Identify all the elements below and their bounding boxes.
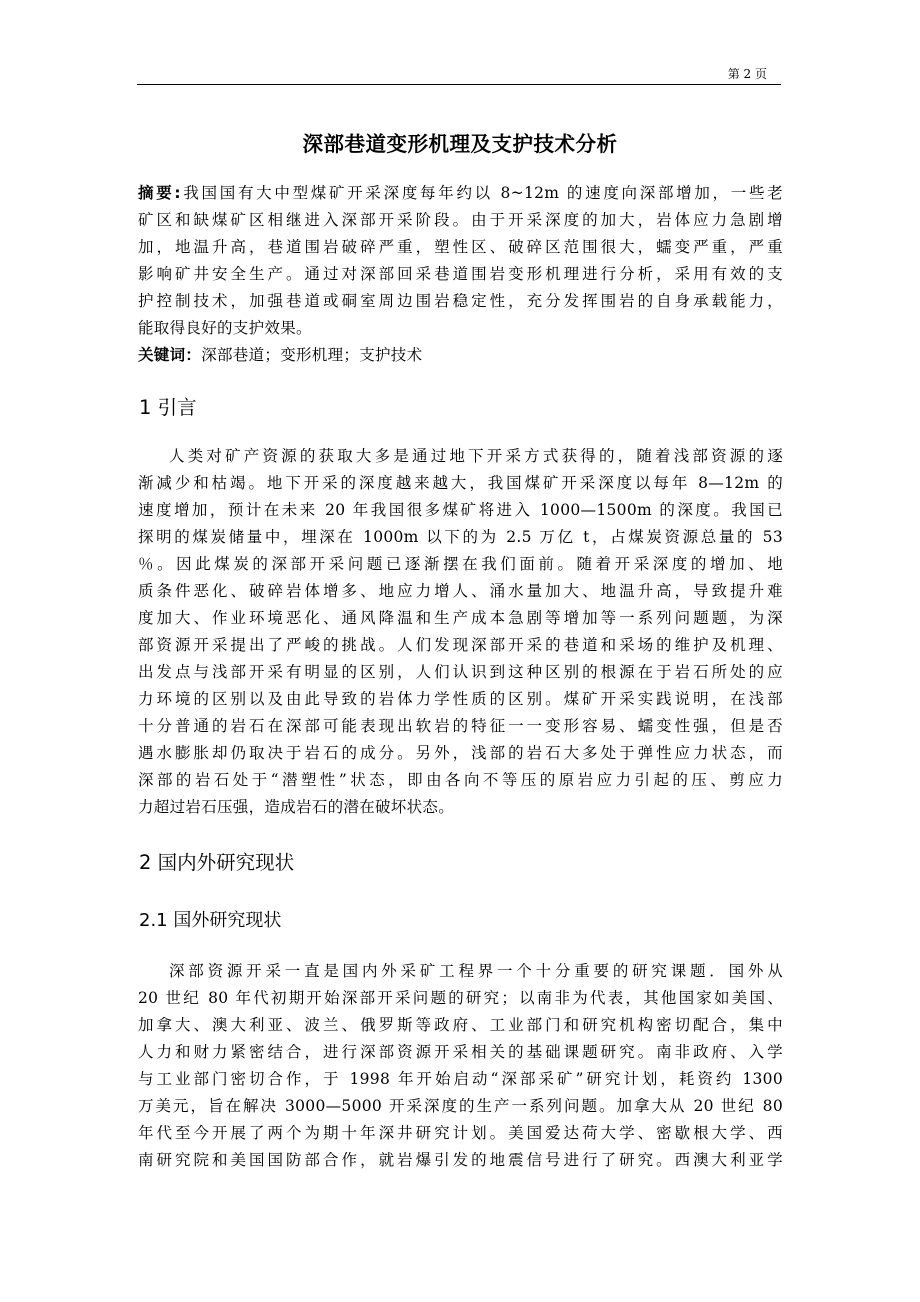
paragraph-line: 与工业部门密切合作，于 1998 年开始启动“深部采矿”研究计划，耗资约 1300 [138, 1070, 783, 1088]
keywords-text: 深部巷道；变形机理；支护技术 [201, 346, 423, 364]
paragraph-line: 探明的煤炭储量中，埋深在 1000m 以下的为 2.5 万亿 t，占煤炭资源总量的 53 [138, 528, 783, 546]
paragraph-line: 出发点与浅部开采有明显的区别，人们认识到这种区别的根源在于岩石所处的应 [138, 663, 783, 681]
paragraph-line: 人类对矿产资源的获取大多是通过地下开采方式获得的，随着浅部资源的逐 [169, 447, 783, 465]
abstract-line: 能取得良好的支护效果。 [138, 319, 312, 337]
paragraph-line: 质条件恶化、破碎岩体增多、地应力增人、涌水量加大、地温升高，导致提升难 [138, 582, 783, 600]
section-1-body [138, 443, 783, 821]
paragraph-line: 部资源开采提出了严峻的挑战。人们发现深部开采的巷道和采场的维护及机理、 [138, 636, 783, 654]
abstract [138, 180, 783, 369]
paragraph-line: 加拿大、澳大利亚、波兰、俄罗斯等政府、工业部门和研究机构密切配合，集中 [138, 1016, 783, 1034]
section-2-1-heading: 2.1 国外研究现状 [139, 910, 282, 931]
paragraph-line: 度加大、作业环境恶化、通风降温和生产成本急剧等增加等一系列问题题，为深 [138, 609, 783, 627]
paragraph-line: 万美元，旨在解决 3000—5000 开采深度的生产一系列问题。加拿大从 20 世纪 80 [138, 1097, 783, 1115]
document-title: 深部巷道变形机理及支护技术分析 [302, 132, 618, 156]
paragraph-line: 力环境的区别以及由此导致的岩体力学性质的区别。煤矿开采实践说明，在浅部 [138, 690, 783, 708]
paragraph-line: 深部资源开采一直是国内外采矿工程界一个十分重要的研究课题．国外从 [169, 962, 783, 980]
paragraph-line: 南研究院和美国国防部合作，就岩爆引发的地震信号进行了研究。西澳大利亚学 [138, 1151, 783, 1169]
paragraph-line: 速度增加，预计在未来 20 年我国很多煤矿将进入 1000—1500m 的深度。我国已 [138, 501, 783, 519]
paragraph-line: 十分普通的岩石在深部可能表现出软岩的特征一一变形容易、蠕变性强，但是否 [138, 717, 783, 735]
paragraph-line: 20 世纪 80 年代初期开始深部开采问题的研究；以南非为代表，其他国家如美国、 [138, 989, 783, 1007]
keywords-label: 关键词： [138, 346, 202, 364]
abstract-line: 矿区和缺煤矿区相继进入深部开采阶段。由于开采深度的加大，岩体应力急剧增 [138, 211, 783, 229]
abstract-line: 摘要:我国国有大中型煤矿开采深度每年约以 8~12m 的速度向深部增加，一些老 [138, 184, 783, 202]
page-header [137, 66, 781, 85]
paragraph-line: 遇水膨胀却仍取决于岩石的成分。另外，浅部的岩石大多处于弹性应力状态，而 [138, 744, 783, 762]
abstract-line: 护控制技术，加强巷道或硐室周边围岩稳定性，充分发挥围岩的自身承载能力， [138, 292, 783, 310]
section-2-heading: 2 国内外研究现状 [139, 851, 295, 874]
paragraph-line: ％。因此煤炭的深部开采问题已逐渐摆在我们面前。随着开采深度的增加、地 [138, 555, 783, 573]
section-1-heading: 1 引言 [139, 396, 197, 419]
abstract-line: 加，地温升高，巷道围岩破碎严重，塑性区、破碎区范围很大，蠕变严重，严重 [138, 238, 783, 256]
abstract-label: 摘要: [138, 184, 181, 202]
section-2-1-body [138, 958, 783, 1174]
page-number: 第 2 页 [727, 67, 767, 81]
paragraph-line: 渐减少和枯竭。地下开采的深度越来越大，我国煤矿开采深度以每年 8—12m 的 [138, 474, 783, 492]
paragraph-line: 力超过岩石压强，造成岩石的潜在破坏状态。 [138, 798, 455, 816]
paragraph-line: 深部的岩石处于“潜塑性”状态，即由各向不等压的原岩应力引起的压、剪应力 [138, 771, 783, 789]
paragraph-line: 年代至今开展了两个为期十年深井研究计划。美国爱达荷大学、密歇根大学、西 [138, 1124, 783, 1142]
keywords [138, 342, 783, 369]
abstract-line: 影响矿井安全生产。通过对深部回采巷道围岩变形机理进行分析，采用有效的支 [138, 265, 783, 283]
paragraph-line: 人力和财力紧密结合，进行深部资源开采相关的基础课题研究。南非政府、入学 [138, 1043, 783, 1061]
